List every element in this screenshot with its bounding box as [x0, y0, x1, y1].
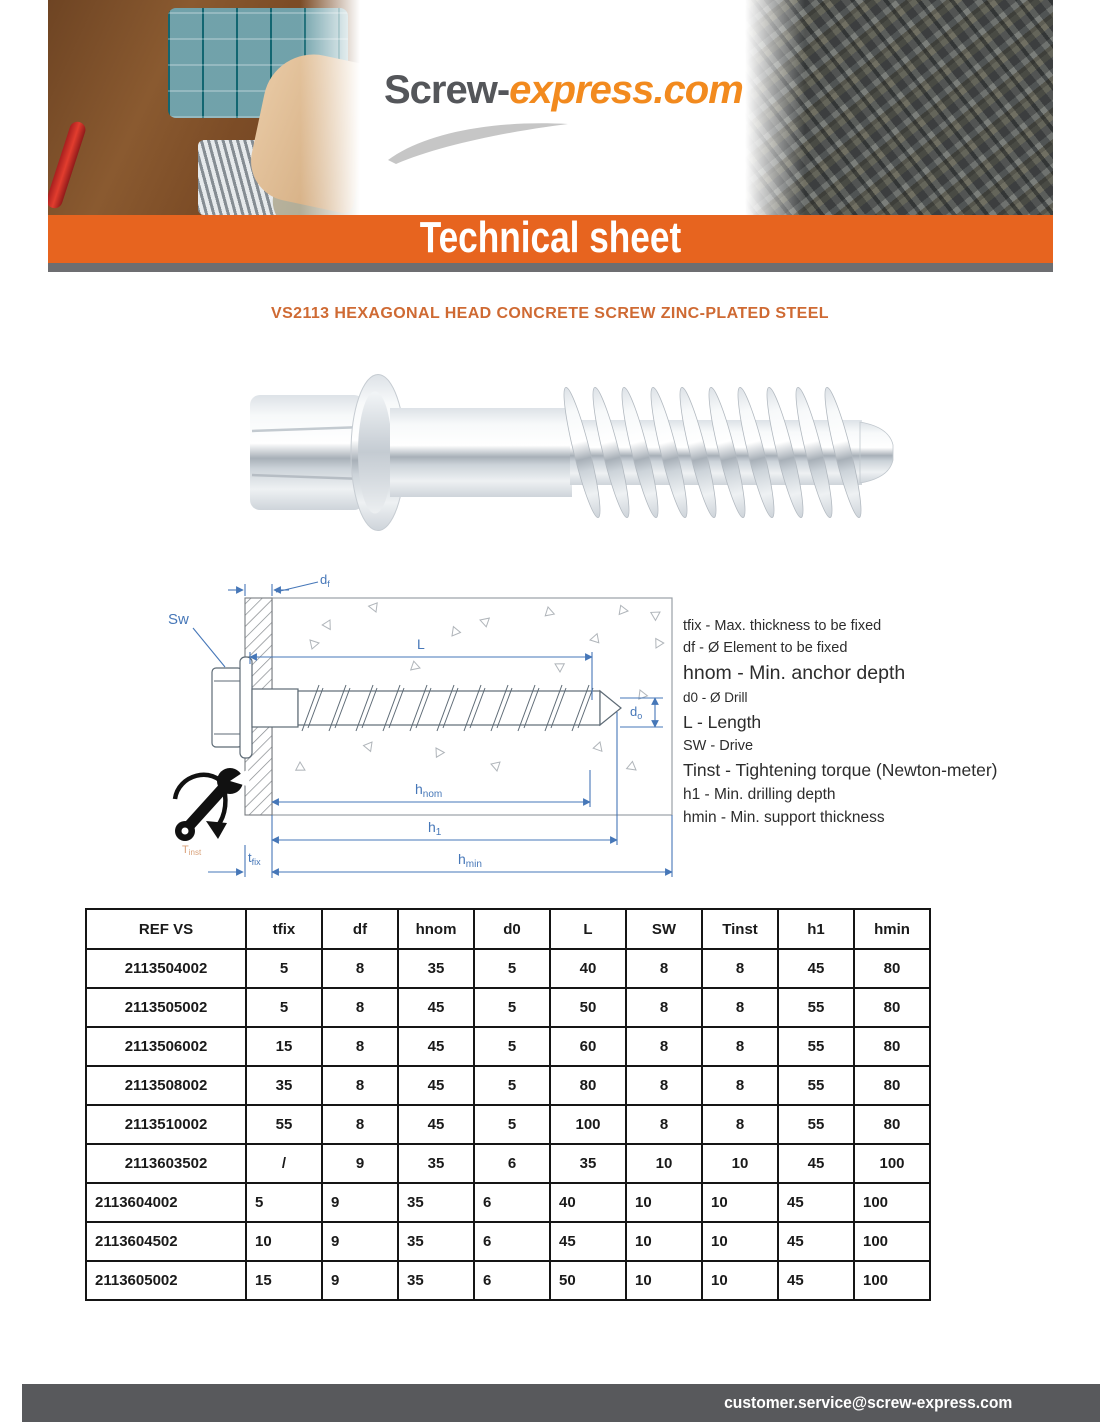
- table-cell: 8: [626, 1066, 702, 1105]
- table-cell: 10: [626, 1183, 702, 1222]
- screw-tip: [860, 422, 893, 483]
- table-cell: 2113604502: [86, 1222, 246, 1261]
- table-cell: 100: [854, 1183, 930, 1222]
- table-cell: 80: [854, 988, 930, 1027]
- brand-logo: [384, 68, 743, 113]
- column-header: Tinst: [702, 909, 778, 949]
- table-cell: 100: [550, 1105, 626, 1144]
- table-cell: 9: [322, 1222, 398, 1261]
- table-cell: 55: [778, 988, 854, 1027]
- table-row: [86, 1183, 930, 1222]
- table-cell: 2113603502: [86, 1144, 246, 1183]
- table-cell: 45: [778, 949, 854, 988]
- label-d0: $d_o$: [630, 704, 643, 721]
- table-cell: 35: [246, 1066, 322, 1105]
- column-header: hmin: [854, 909, 930, 949]
- legend-item: d0 - Ø Drill: [683, 689, 748, 705]
- screw-hex-head: [250, 395, 364, 510]
- table-cell: /: [246, 1144, 322, 1183]
- table-cell: 8: [702, 988, 778, 1027]
- product-photo-concrete-screw: [230, 365, 920, 540]
- table-cell: 8: [322, 949, 398, 988]
- table-row: [86, 1066, 930, 1105]
- table-cell: 8: [702, 949, 778, 988]
- table-cell: 2113508002: [86, 1066, 246, 1105]
- legend-item: h1 - Min. drilling depth: [683, 785, 836, 803]
- label-hnom: $h_{nom}$: [415, 781, 443, 800]
- table-row: [86, 1261, 930, 1300]
- label-df: $d_f$: [320, 572, 330, 589]
- spec-table: [85, 908, 931, 1301]
- spec-table-body: [86, 949, 930, 1300]
- technical-sheet-banner: [48, 215, 1053, 263]
- table-cell: 45: [778, 1144, 854, 1183]
- table-cell: 15: [246, 1027, 322, 1066]
- table-cell: 50: [550, 988, 626, 1027]
- header-photo-workbench: [48, 0, 360, 215]
- photo-decoration: [48, 120, 88, 211]
- legend-item: hnom - Min. anchor depth: [683, 662, 906, 684]
- label-tinst: Tinst: [182, 844, 202, 857]
- table-cell: 100: [854, 1222, 930, 1261]
- table-cell: 80: [854, 1066, 930, 1105]
- table-cell: 80: [854, 1105, 930, 1144]
- label-tfix: $t_{fix}$: [248, 850, 261, 867]
- table-cell: 8: [626, 988, 702, 1027]
- column-header: SW: [626, 909, 702, 949]
- table-cell: 80: [854, 1027, 930, 1066]
- table-cell: 50: [550, 1261, 626, 1300]
- table-cell: 45: [398, 988, 474, 1027]
- label-h1: $h_1$: [428, 819, 442, 838]
- table-cell: 8: [626, 1105, 702, 1144]
- table-cell: 8: [626, 1027, 702, 1066]
- table-row: [86, 1105, 930, 1144]
- table-cell: 55: [778, 1066, 854, 1105]
- legend-item: Tinst - Tightening torque (Newton-meter): [683, 759, 998, 780]
- table-cell: 5: [246, 1183, 322, 1222]
- table-cell: 80: [854, 949, 930, 988]
- legend-item: SW - Drive: [683, 737, 754, 754]
- banner-underline: [48, 263, 1053, 272]
- screw-shank: [390, 408, 572, 497]
- table-cell: 8: [322, 988, 398, 1027]
- table-cell: 10: [626, 1222, 702, 1261]
- table-cell: 2113604002: [86, 1183, 246, 1222]
- table-cell: 80: [550, 1066, 626, 1105]
- table-cell: 40: [550, 1183, 626, 1222]
- table-cell: 45: [398, 1066, 474, 1105]
- table-cell: 5: [474, 1105, 550, 1144]
- column-header: L: [550, 909, 626, 949]
- table-cell: 60: [550, 1027, 626, 1066]
- legend-item: tfix - Max. thickness to be fixed: [683, 618, 882, 634]
- table-cell: 9: [322, 1183, 398, 1222]
- table-cell: 8: [322, 1027, 398, 1066]
- table-cell: 55: [778, 1027, 854, 1066]
- column-header: h1: [778, 909, 854, 949]
- table-cell: 5: [474, 949, 550, 988]
- table-cell: 45: [398, 1105, 474, 1144]
- table-cell: 5: [474, 1066, 550, 1105]
- table-cell: 2113510002: [86, 1105, 246, 1144]
- table-cell: 5: [474, 988, 550, 1027]
- table-cell: 6: [474, 1183, 550, 1222]
- header-photo-screws: [745, 0, 1053, 215]
- table-cell: 100: [854, 1144, 930, 1183]
- table-cell: 8: [322, 1105, 398, 1144]
- table-cell: 45: [398, 1027, 474, 1066]
- table-cell: 8: [626, 949, 702, 988]
- legend-item: L - Length: [683, 711, 762, 732]
- table-cell: 15: [246, 1261, 322, 1300]
- table-cell: 40: [550, 949, 626, 988]
- table-cell: 8: [702, 1105, 778, 1144]
- table-cell: 9: [322, 1144, 398, 1183]
- table-cell: 10: [702, 1183, 778, 1222]
- table-cell: 55: [246, 1105, 322, 1144]
- table-cell: 2113506002: [86, 1027, 246, 1066]
- table-cell: 5: [246, 988, 322, 1027]
- table-cell: 9: [322, 1261, 398, 1300]
- table-cell: 2113504002: [86, 949, 246, 988]
- column-header: REF VS: [86, 909, 246, 949]
- table-row: [86, 1222, 930, 1261]
- column-header: df: [322, 909, 398, 949]
- table-cell: 35: [398, 1222, 474, 1261]
- table-cell: 5: [474, 1027, 550, 1066]
- table-cell: 10: [702, 1144, 778, 1183]
- table-cell: 8: [702, 1027, 778, 1066]
- table-row: [86, 949, 930, 988]
- legend-item: df - Ø Element to be fixed: [683, 640, 848, 656]
- logo-zone: [360, 0, 745, 215]
- logo-text-express: express.com: [509, 68, 743, 112]
- table-cell: 35: [398, 949, 474, 988]
- logo-text-screw: Screw-: [384, 68, 510, 112]
- logo-swoosh-icon: [386, 116, 576, 166]
- table-cell: 45: [778, 1222, 854, 1261]
- table-cell: 45: [778, 1261, 854, 1300]
- table-cell: 8: [322, 1066, 398, 1105]
- column-header: d0: [474, 909, 550, 949]
- table-cell: 100: [854, 1261, 930, 1300]
- table-cell: 6: [474, 1222, 550, 1261]
- table-cell: 6: [474, 1144, 550, 1183]
- table-cell: 2113505002: [86, 988, 246, 1027]
- table-row: [86, 1027, 930, 1066]
- table-cell: 35: [550, 1144, 626, 1183]
- footer-bar: [22, 1384, 1100, 1422]
- table-cell: 45: [550, 1222, 626, 1261]
- table-cell: 45: [778, 1183, 854, 1222]
- table-cell: 10: [246, 1222, 322, 1261]
- table-cell: 10: [626, 1144, 702, 1183]
- table-cell: 2113605002: [86, 1261, 246, 1300]
- label-length: L: [417, 636, 425, 652]
- table-cell: 35: [398, 1183, 474, 1222]
- diagram-legend: [683, 616, 1083, 831]
- legend-item: hmin - Min. support thickness: [683, 809, 885, 827]
- column-header: hnom: [398, 909, 474, 949]
- installation-diagram: [150, 555, 695, 900]
- label-sw: Sw: [168, 611, 189, 628]
- table-cell: 35: [398, 1144, 474, 1183]
- page-title: VS2113 HEXAGONAL HEAD CONCRETE SCREW ZINC-PLATED STEEL: [271, 305, 829, 322]
- footer-email-link[interactable]: customer.service@screw-express.com: [723, 1393, 1012, 1412]
- table-cell: 8: [702, 1066, 778, 1105]
- table-row: [86, 988, 930, 1027]
- table-cell: 10: [626, 1261, 702, 1300]
- label-hmin: $h_{min}$: [458, 851, 482, 870]
- photo-fade: [745, 0, 805, 215]
- table-row: [86, 1144, 930, 1183]
- spec-table-head: [86, 909, 930, 949]
- banner-title: Technical sheet: [419, 215, 682, 262]
- table-cell: 55: [778, 1105, 854, 1144]
- table-cell: 35: [398, 1261, 474, 1300]
- table-cell: 10: [702, 1222, 778, 1261]
- table-cell: 5: [246, 949, 322, 988]
- table-cell: 10: [702, 1261, 778, 1300]
- column-header: tfix: [246, 909, 322, 949]
- photo-fade: [300, 0, 360, 215]
- table-cell: 6: [474, 1261, 550, 1300]
- tightening-torque-icon: [175, 768, 250, 857]
- table-header-row: [86, 909, 930, 949]
